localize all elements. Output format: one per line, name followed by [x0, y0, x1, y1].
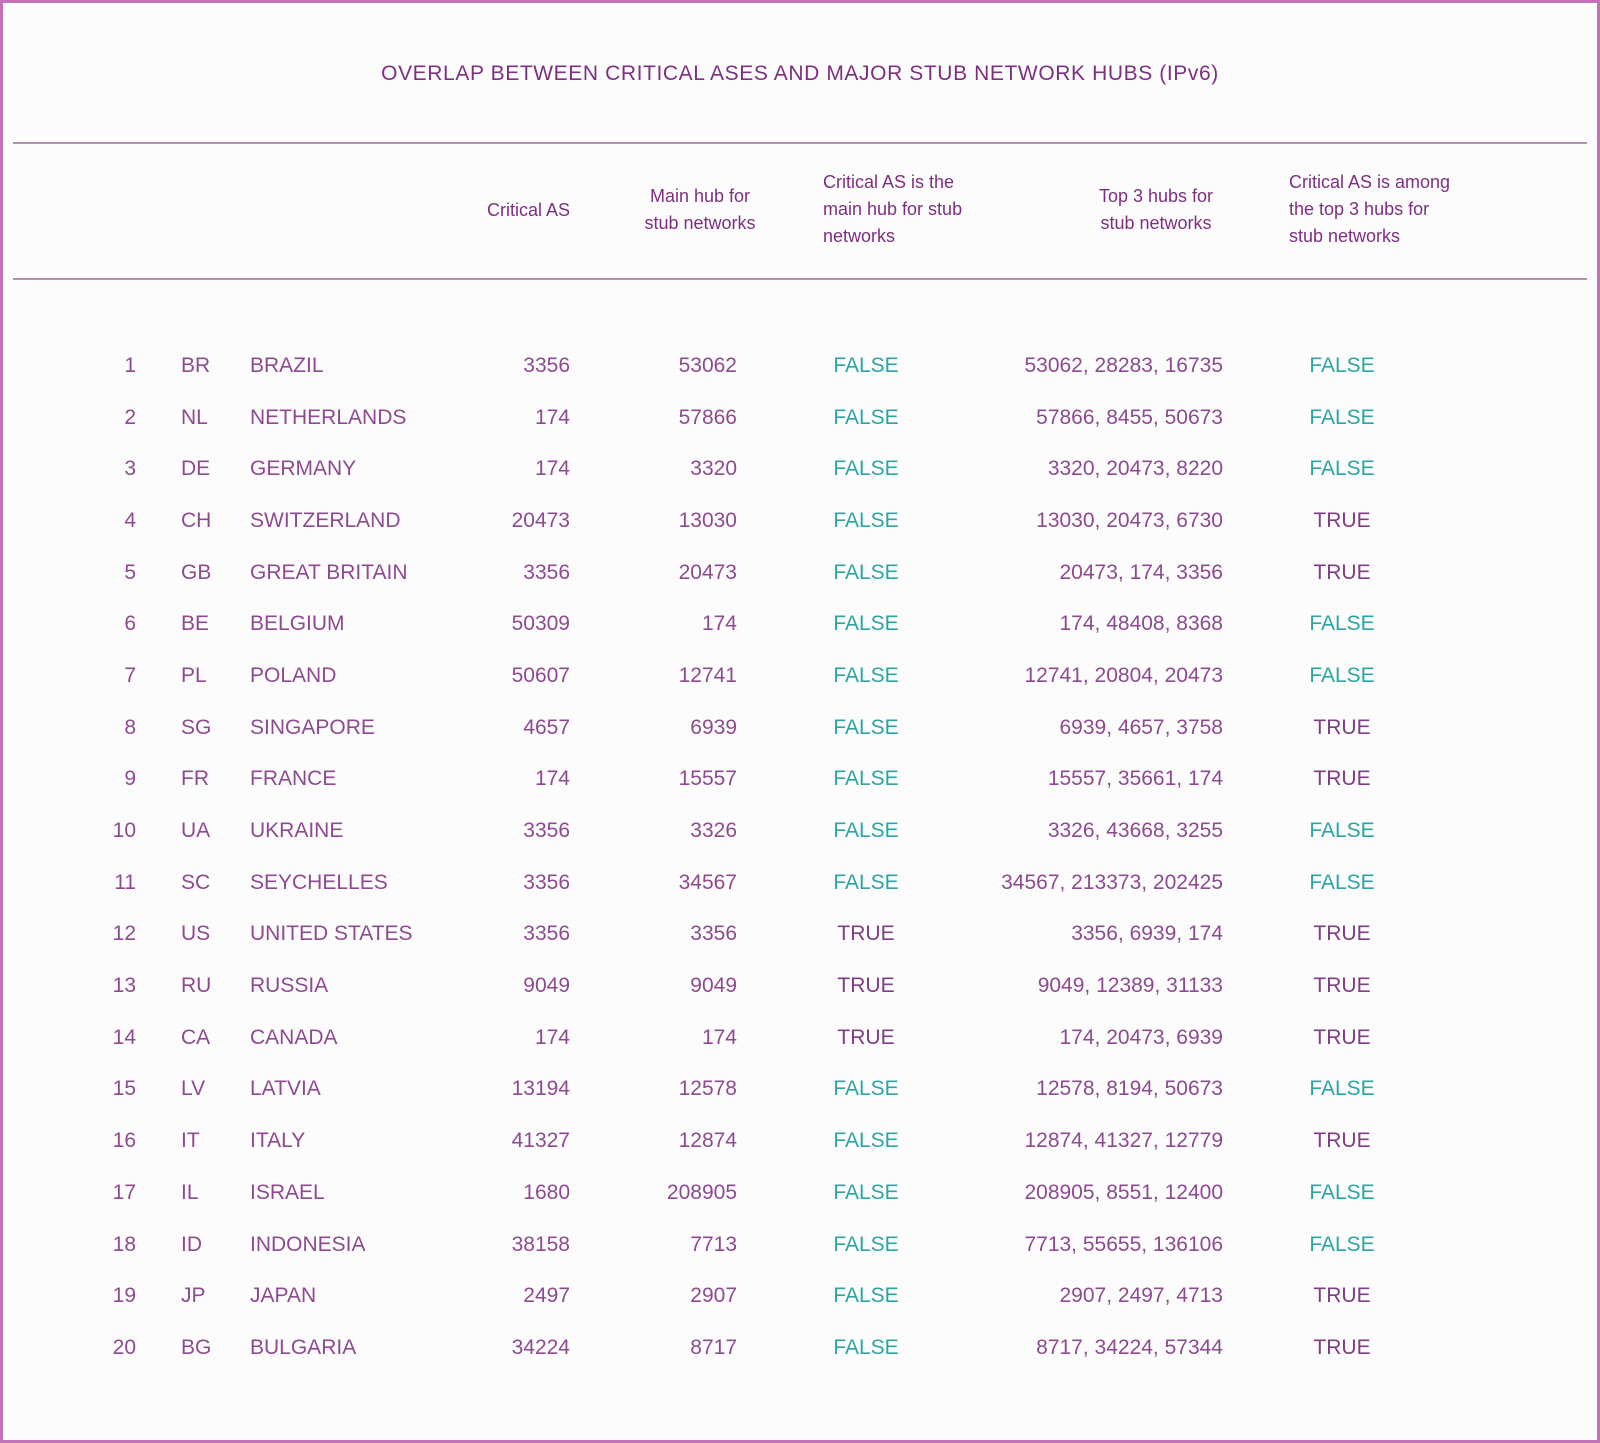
is-main-hub-cell: FALSE — [833, 663, 899, 687]
top3-hubs-cell: 3320, 20473, 8220 — [1047, 457, 1223, 481]
main-hub-cell: 20473 — [678, 560, 737, 584]
country-code-cell: JP — [181, 1284, 206, 1308]
table-row — [3, 909, 1597, 961]
table-row — [3, 495, 1597, 547]
is-main-hub-cell: FALSE — [833, 1077, 899, 1101]
divider-under-headers — [13, 278, 1587, 280]
critical-as-cell: 4657 — [523, 715, 570, 739]
is-main-hub-cell: FALSE — [833, 767, 899, 791]
main-hub-cell: 9049 — [690, 974, 737, 998]
in-top3-cell: FALSE — [1309, 1232, 1375, 1256]
in-top3-cell: TRUE — [1313, 1025, 1371, 1049]
critical-as-cell: 3356 — [523, 353, 570, 377]
is-main-hub-cell: TRUE — [837, 922, 895, 946]
main-hub-cell: 15557 — [678, 767, 737, 791]
is-main-hub-cell: FALSE — [833, 508, 899, 532]
in-top3-cell: TRUE — [1313, 715, 1371, 739]
main-hub-cell: 3326 — [690, 819, 737, 843]
main-hub-cell: 208905 — [666, 1180, 737, 1204]
country-name-cell: BULGARIA — [250, 1335, 357, 1359]
in-top3-cell: TRUE — [1313, 508, 1371, 532]
table-row — [3, 443, 1597, 495]
country-code-cell: LV — [181, 1077, 206, 1101]
top3-hubs-cell: 2907, 2497, 4713 — [1059, 1284, 1223, 1308]
is-main-hub-cell: FALSE — [833, 1180, 899, 1204]
country-code-cell: PL — [181, 663, 207, 687]
country-name-cell: SINGAPORE — [250, 715, 375, 739]
country-name-cell: FRANCE — [250, 767, 337, 791]
critical-as-cell: 50607 — [511, 663, 570, 687]
in-top3-cell: TRUE — [1313, 922, 1371, 946]
country-code-cell: BE — [181, 612, 210, 636]
top3-hubs-cell: 208905, 8551, 12400 — [1024, 1180, 1223, 1204]
top3-hubs-cell: 174, 48408, 8368 — [1059, 612, 1223, 636]
top3-hubs-cell: 9049, 12389, 31133 — [1037, 974, 1223, 998]
top3-hubs-cell: 34567, 213373, 202425 — [1001, 870, 1223, 894]
rank-cell: 19 — [112, 1284, 136, 1308]
rank-cell: 11 — [114, 870, 136, 894]
is-main-hub-cell: FALSE — [833, 457, 899, 481]
top3-hubs-cell: 7713, 55655, 136106 — [1024, 1232, 1223, 1256]
country-code-cell: IL — [181, 1180, 199, 1204]
is-main-hub-cell: FALSE — [833, 1335, 899, 1359]
column-header-main-hub: Main hub for stub networks — [644, 186, 756, 233]
table-body — [3, 340, 1597, 1374]
critical-as-cell: 3356 — [523, 870, 570, 894]
country-code-cell: SC — [181, 870, 211, 894]
is-main-hub-cell: FALSE — [833, 560, 899, 584]
divider-under-title — [13, 142, 1587, 144]
country-name-cell: JAPAN — [250, 1284, 317, 1308]
main-hub-cell: 13030 — [678, 508, 737, 532]
country-code-cell: SG — [181, 715, 212, 739]
in-top3-cell: TRUE — [1313, 767, 1371, 791]
country-name-cell: BRAZIL — [250, 353, 324, 377]
in-top3-cell: TRUE — [1313, 1284, 1371, 1308]
main-hub-cell: 174 — [701, 1025, 737, 1049]
critical-as-cell: 13194 — [511, 1077, 570, 1101]
critical-as-cell: 3356 — [523, 560, 570, 584]
rank-cell: 10 — [112, 819, 136, 843]
rank-cell: 7 — [124, 663, 136, 687]
country-code-cell: GB — [181, 560, 212, 584]
in-top3-cell: FALSE — [1309, 612, 1375, 636]
country-name-cell: NETHERLANDS — [250, 405, 407, 429]
is-main-hub-cell: TRUE — [837, 974, 895, 998]
column-header-top3-hubs: Top 3 hubs for stub networks — [1098, 186, 1214, 233]
main-hub-cell: 12741 — [678, 663, 737, 687]
table-row — [3, 1012, 1597, 1064]
top3-hubs-cell: 174, 20473, 6939 — [1059, 1025, 1223, 1049]
critical-as-cell: 174 — [534, 457, 570, 481]
country-name-cell: CANADA — [250, 1025, 338, 1049]
is-main-hub-cell: FALSE — [833, 819, 899, 843]
is-main-hub-cell: FALSE — [833, 405, 899, 429]
is-main-hub-cell: FALSE — [833, 1129, 899, 1153]
critical-as-cell: 174 — [534, 405, 570, 429]
country-name-cell: ISRAEL — [250, 1180, 325, 1204]
country-name-cell: UKRAINE — [250, 819, 344, 843]
rank-cell: 12 — [112, 922, 136, 946]
critical-as-cell: 2497 — [523, 1284, 570, 1308]
is-main-hub-cell: FALSE — [833, 353, 899, 377]
column-header-in-top3: Critical AS is among the top 3 hubs for stub networks — [1289, 172, 1451, 246]
main-hub-cell: 7713 — [690, 1232, 737, 1256]
in-top3-cell: FALSE — [1309, 819, 1375, 843]
rank-cell: 15 — [112, 1077, 136, 1101]
critical-as-cell: 50309 — [511, 612, 570, 636]
country-name-cell: INDONESIA — [250, 1232, 366, 1256]
in-top3-cell: FALSE — [1309, 1180, 1375, 1204]
critical-as-cell: 41327 — [511, 1129, 570, 1153]
is-main-hub-cell: FALSE — [833, 1284, 899, 1308]
main-hub-cell: 53062 — [678, 353, 737, 377]
is-main-hub-cell: FALSE — [833, 870, 899, 894]
in-top3-cell: FALSE — [1309, 457, 1375, 481]
critical-as-cell: 174 — [534, 767, 570, 791]
rank-cell: 14 — [112, 1025, 136, 1049]
country-name-cell: ITALY — [250, 1129, 306, 1153]
country-code-cell: CA — [181, 1025, 211, 1049]
table-row — [3, 1270, 1597, 1322]
in-top3-cell: FALSE — [1309, 663, 1375, 687]
country-name-cell: GREAT BRITAIN — [250, 560, 408, 584]
country-name-cell: UNITED STATES — [250, 922, 413, 946]
country-code-cell: CH — [181, 508, 212, 532]
table-row — [3, 547, 1597, 599]
is-main-hub-cell: FALSE — [833, 612, 899, 636]
rank-cell: 9 — [124, 767, 136, 791]
country-name-cell: SEYCHELLES — [250, 870, 388, 894]
table-row — [3, 650, 1597, 702]
table-row — [3, 1115, 1597, 1167]
critical-as-cell: 38158 — [511, 1232, 570, 1256]
top3-hubs-cell: 13030, 20473, 6730 — [1036, 508, 1223, 532]
main-hub-cell: 8717 — [690, 1335, 737, 1359]
top3-hubs-cell: 12874, 41327, 12779 — [1024, 1129, 1223, 1153]
rank-cell: 1 — [124, 353, 136, 377]
in-top3-cell: FALSE — [1309, 405, 1375, 429]
rank-cell: 18 — [112, 1232, 136, 1256]
top3-hubs-cell: 3326, 43668, 3255 — [1047, 819, 1223, 843]
table-row — [3, 1167, 1597, 1219]
top3-hubs-cell: 8717, 34224, 57344 — [1036, 1335, 1223, 1359]
top3-hubs-cell: 6939, 4657, 3758 — [1059, 715, 1223, 739]
rank-cell: 17 — [112, 1180, 136, 1204]
country-name-cell: LATVIA — [250, 1077, 321, 1101]
country-code-cell: RU — [181, 974, 212, 998]
table-row — [3, 1219, 1597, 1271]
top3-hubs-cell: 12578, 8194, 50673 — [1036, 1077, 1223, 1101]
top3-hubs-cell: 53062, 28283, 16735 — [1024, 353, 1223, 377]
rank-cell: 5 — [124, 560, 136, 584]
country-code-cell: BG — [181, 1335, 212, 1359]
critical-as-cell: 20473 — [511, 508, 570, 532]
in-top3-cell: TRUE — [1313, 974, 1371, 998]
rank-cell: 13 — [112, 974, 136, 998]
country-name-cell: SWITZERLAND — [250, 508, 401, 532]
in-top3-cell: FALSE — [1309, 353, 1375, 377]
critical-as-cell: 3356 — [523, 922, 570, 946]
main-hub-cell: 12578 — [678, 1077, 737, 1101]
critical-as-cell: 174 — [534, 1025, 570, 1049]
country-code-cell: UA — [181, 819, 211, 843]
top3-hubs-cell: 57866, 8455, 50673 — [1036, 405, 1223, 429]
country-name-cell: GERMANY — [250, 457, 357, 481]
country-code-cell: US — [181, 922, 211, 946]
top3-hubs-cell: 20473, 174, 3356 — [1059, 560, 1223, 584]
main-hub-cell: 34567 — [678, 870, 737, 894]
country-code-cell: ID — [181, 1232, 202, 1256]
table-row — [3, 754, 1597, 806]
rank-cell: 20 — [112, 1335, 136, 1359]
top3-hubs-cell: 12741, 20804, 20473 — [1024, 663, 1223, 687]
critical-as-cell: 34224 — [511, 1335, 570, 1359]
in-top3-cell: TRUE — [1313, 1335, 1371, 1359]
page-title: OVERLAP BETWEEN CRITICAL ASES AND MAJOR STUB NETWORK HUBS (IPv6) — [381, 62, 1219, 85]
country-name-cell: BELGIUM — [250, 612, 345, 636]
top3-hubs-cell: 15557, 35661, 174 — [1047, 767, 1223, 791]
critical-as-cell: 1680 — [523, 1180, 570, 1204]
in-top3-cell: FALSE — [1309, 870, 1375, 894]
main-hub-cell: 57866 — [678, 405, 737, 429]
critical-as-cell: 9049 — [523, 974, 570, 998]
table-row — [3, 1064, 1597, 1116]
table-row — [3, 1322, 1597, 1374]
country-code-cell: IT — [181, 1129, 200, 1153]
country-code-cell: BR — [181, 353, 211, 377]
rank-cell: 6 — [124, 612, 136, 636]
is-main-hub-cell: FALSE — [833, 1232, 899, 1256]
critical-as-cell: 3356 — [523, 819, 570, 843]
table-row — [3, 340, 1597, 392]
main-hub-cell: 3320 — [690, 457, 737, 481]
rank-cell: 16 — [112, 1129, 136, 1153]
country-name-cell: POLAND — [250, 663, 337, 687]
main-hub-cell: 174 — [701, 612, 737, 636]
in-top3-cell: FALSE — [1309, 1077, 1375, 1101]
rank-cell: 8 — [124, 715, 136, 739]
table-row — [3, 598, 1597, 650]
main-hub-cell: 3356 — [690, 922, 737, 946]
main-hub-cell: 6939 — [690, 715, 737, 739]
country-code-cell: DE — [181, 457, 211, 481]
rank-cell: 3 — [124, 457, 136, 481]
main-hub-cell: 2907 — [690, 1284, 737, 1308]
country-code-cell: NL — [181, 405, 208, 429]
top3-hubs-cell: 3356, 6939, 174 — [1071, 922, 1223, 946]
main-hub-cell: 12874 — [678, 1129, 737, 1153]
rank-cell: 2 — [124, 405, 136, 429]
table-row — [3, 392, 1597, 444]
table-row — [3, 702, 1597, 754]
country-code-cell: FR — [181, 767, 209, 791]
table-row — [3, 960, 1597, 1012]
is-main-hub-cell: FALSE — [833, 715, 899, 739]
column-header-is-main-hub: Critical AS is the main hub for stub networks — [823, 172, 963, 246]
is-main-hub-cell: TRUE — [837, 1025, 895, 1049]
table-row — [3, 857, 1597, 909]
rank-cell: 4 — [124, 508, 136, 532]
country-name-cell: RUSSIA — [250, 974, 329, 998]
table-row — [3, 805, 1597, 857]
column-header-critical-as: Critical AS — [486, 200, 570, 220]
in-top3-cell: TRUE — [1313, 1129, 1371, 1153]
in-top3-cell: TRUE — [1313, 560, 1371, 584]
